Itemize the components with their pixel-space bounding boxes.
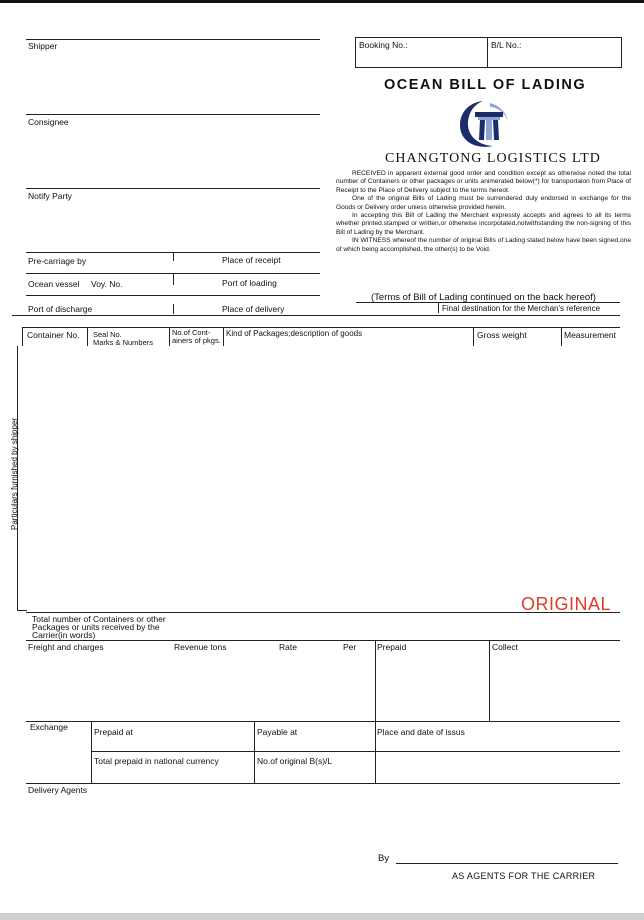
document-title: OCEAN BILL OF LADING [384, 77, 587, 93]
signature-line [396, 863, 618, 864]
payable-at-label: Payable at [257, 727, 298, 737]
company-logo [455, 98, 521, 150]
freight-charges-label: Freight and charges [28, 642, 104, 652]
rate-label: Rate [279, 642, 297, 652]
no-of-original-label: No.of original B(s)/L [257, 756, 333, 766]
total-containers-line1: Total number of Containers or other [32, 614, 166, 624]
prepaid-label: Prepaid [377, 642, 407, 652]
no-of-containers-header-1: No.of Cont- [172, 328, 211, 337]
place-date-issue-label: Place and date of issus [377, 727, 465, 737]
place-of-receipt-label: Place of receipt [222, 255, 281, 265]
total-prepaid-label: Total prepaid in national currency [94, 756, 219, 766]
exchange-label: Exchange [30, 722, 68, 732]
by-label: By [378, 853, 390, 864]
pre-carriage-label: Pre-carriage by [28, 256, 87, 266]
total-containers-line2: Packages or units received by the [32, 622, 160, 632]
container-no-header: Container No. [27, 330, 80, 340]
seal-no-header: Seal No. [93, 330, 122, 339]
collect-label: Collect [492, 642, 518, 652]
terms-text [336, 170, 631, 254]
consignee-label: Consignee [28, 117, 69, 127]
revenue-tons-label: Revenue tons [174, 642, 227, 652]
bottom-border [0, 913, 644, 920]
original-stamp: ORIGINAL [521, 594, 612, 614]
particulars-side-label: Particulars furnished by shipper [10, 417, 19, 530]
marks-numbers-header: Marks & Numbers [93, 338, 154, 347]
no-of-containers-header-2: ainers of pkgs. [172, 336, 221, 345]
shipper-label: Shipper [28, 41, 58, 51]
port-of-discharge-label: Port of discharge [28, 304, 93, 314]
prepaid-at-label: Prepaid at [94, 727, 133, 737]
gross-weight-header: Gross weight [477, 330, 527, 340]
company-name: CHANGTONG LOGISTICS LTD [385, 151, 601, 166]
place-of-delivery-label: Place of delivery [222, 304, 285, 314]
as-agents-label: AS AGENTS FOR THE CARRIER [452, 871, 596, 881]
delivery-agents-label: Delivery Agents [28, 785, 88, 795]
measurement-header: Measurement [564, 330, 616, 340]
port-of-loading-label: Port of loading [222, 278, 277, 288]
voy-no-label: Voy. No. [91, 279, 123, 289]
notify-party-label: Notify Party [28, 191, 72, 201]
top-border [0, 0, 644, 3]
booking-no-label: Booking No.: [359, 40, 408, 50]
terms-original: One of the original Bills of Lading must be surrendered duly endorsed in exchange for the Goods or Delivery order uniess otherwise provided herein. [336, 195, 631, 211]
terms-witness: IN WITNESS whereof the number of original Bills of Lading stated below have been signed,one of which being accomplished, the other(s) to be Void. [336, 237, 631, 253]
total-containers-line3: Carrier(in words) [32, 630, 96, 640]
terms-received: RECEIVED in apparent external good order and condition except as otherwise noted the total number of Containers or other packages or units animerated below(*) for transportaion from Place of Receipt to the Place of Delivery subject to the terms hereot. [336, 170, 631, 194]
kind-of-packages-header: Kind of Packages;description of goods [226, 329, 363, 338]
bl-no-label: B/L No.: [491, 40, 522, 50]
terms-accepting: In accepting this Bill of Lading the Merchant expressty accepts and agrees to all its terms whether printed.stamped or written,or otherwise incorpotated,notwithstanding the non-signing of this Bill of Lading by the Merchant. [336, 212, 631, 236]
per-label: Per [343, 642, 357, 652]
ocean-vessel-label: Ocean vessel [28, 279, 80, 289]
terms-continued-note: (Terms of Bill of Lading continued on the back hereof) [371, 292, 596, 303]
final-destination-label: Final destination for the Merchan's reference [442, 304, 601, 313]
